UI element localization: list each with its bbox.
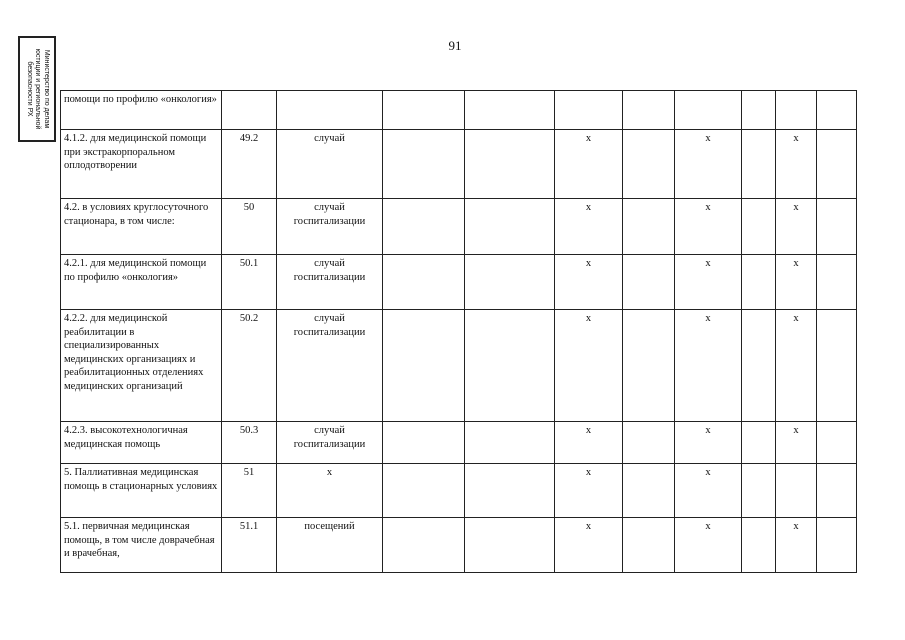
row-name: 4.2.2. для медицинской реабилитации в специализированных медицинских организациях и реабилитационных отделениях медицинских организаций [61, 310, 222, 422]
row-code: 50 [222, 199, 277, 255]
row-name: 4.2. в условиях круглосуточного стационара, в том числе: [61, 199, 222, 255]
row-mark: х [776, 310, 817, 422]
row-unit: случай госпитализации [277, 422, 383, 464]
row-code: 51 [222, 464, 277, 518]
row-mark [623, 310, 675, 422]
row-mark [623, 255, 675, 310]
row-mark: х [675, 255, 742, 310]
row-mark: х [555, 422, 623, 464]
table-row [61, 199, 857, 255]
row-code: 50.1 [222, 255, 277, 310]
row-mark [465, 422, 555, 464]
row-unit [277, 91, 383, 130]
stamp-line: юстиции и региональной [34, 48, 42, 130]
row-mark [383, 310, 465, 422]
row-mark [383, 199, 465, 255]
row-mark [817, 464, 857, 518]
table-row [61, 464, 857, 518]
row-mark: х [675, 310, 742, 422]
row-mark [817, 255, 857, 310]
row-mark [776, 464, 817, 518]
row-mark [817, 91, 857, 130]
row-mark [383, 255, 465, 310]
row-unit: случай госпитализации [277, 310, 383, 422]
row-code: 51.1 [222, 518, 277, 573]
table-row [61, 422, 857, 464]
row-name: 4.2.1. для медицинской помощи по профилю «онкология» [61, 255, 222, 310]
row-mark [623, 130, 675, 199]
row-name: 5. Паллиативная медицинская помощь в стационарных условиях [61, 464, 222, 518]
row-mark [623, 422, 675, 464]
row-mark: х [675, 422, 742, 464]
row-mark: х [555, 130, 623, 199]
row-mark: х [776, 199, 817, 255]
data-table [60, 90, 857, 573]
row-mark: х [675, 518, 742, 573]
row-mark [623, 518, 675, 573]
table-row [61, 255, 857, 310]
row-mark [742, 130, 776, 199]
row-mark: х [776, 130, 817, 199]
stamp-line: безопасности РХ [25, 61, 33, 117]
row-mark [817, 518, 857, 573]
row-mark: х [776, 255, 817, 310]
row-mark: х [555, 310, 623, 422]
row-mark: х [675, 130, 742, 199]
row-mark [742, 464, 776, 518]
row-code: 50.2 [222, 310, 277, 422]
row-mark [742, 91, 776, 130]
row-mark [465, 310, 555, 422]
row-mark [623, 91, 675, 130]
row-mark [776, 91, 817, 130]
row-mark [383, 464, 465, 518]
stamp-line: Министерство по делам [42, 49, 50, 129]
row-mark [555, 91, 623, 130]
row-mark: х [675, 199, 742, 255]
row-mark [465, 130, 555, 199]
row-mark [742, 310, 776, 422]
row-mark [817, 310, 857, 422]
row-mark [742, 422, 776, 464]
row-mark [817, 130, 857, 199]
row-code: 49.2 [222, 130, 277, 199]
row-mark [817, 199, 857, 255]
row-mark [465, 255, 555, 310]
table-row [61, 130, 857, 199]
row-mark: х [555, 255, 623, 310]
table-row [61, 91, 857, 130]
row-mark [383, 518, 465, 573]
row-mark [465, 464, 555, 518]
row-mark: х [555, 464, 623, 518]
row-mark: х [675, 464, 742, 518]
row-unit: случай госпитализации [277, 255, 383, 310]
row-mark [742, 518, 776, 573]
table-row [61, 310, 857, 422]
row-mark [742, 199, 776, 255]
row-name: помощи по профилю «онкология» [61, 91, 222, 130]
row-unit: посещений [277, 518, 383, 573]
row-mark [383, 91, 465, 130]
row-unit: х [277, 464, 383, 518]
registration-stamp [18, 36, 56, 142]
row-mark [465, 199, 555, 255]
row-mark [465, 518, 555, 573]
row-unit: случай госпитализации [277, 199, 383, 255]
row-mark [465, 91, 555, 130]
row-mark [742, 255, 776, 310]
row-name: 4.2.3. высокотехнологичная медицинская помощь [61, 422, 222, 464]
row-mark [623, 199, 675, 255]
row-name: 4.1.2. для медицинской помощи при экстракорпоральном оплодотворении [61, 130, 222, 199]
table-row [61, 518, 857, 573]
page-number: 91 [448, 38, 462, 53]
row-name: 5.1. первичная медицинская помощь, в том числе доврачебная и врачебная, [61, 518, 222, 573]
row-mark [675, 91, 742, 130]
row-mark: х [776, 422, 817, 464]
row-mark [817, 422, 857, 464]
row-mark [623, 464, 675, 518]
row-mark: х [555, 199, 623, 255]
row-mark [383, 130, 465, 199]
row-mark: х [776, 518, 817, 573]
row-mark [383, 422, 465, 464]
row-code: 50.3 [222, 422, 277, 464]
row-mark: х [555, 518, 623, 573]
row-code [222, 91, 277, 130]
row-unit: случай [277, 130, 383, 199]
